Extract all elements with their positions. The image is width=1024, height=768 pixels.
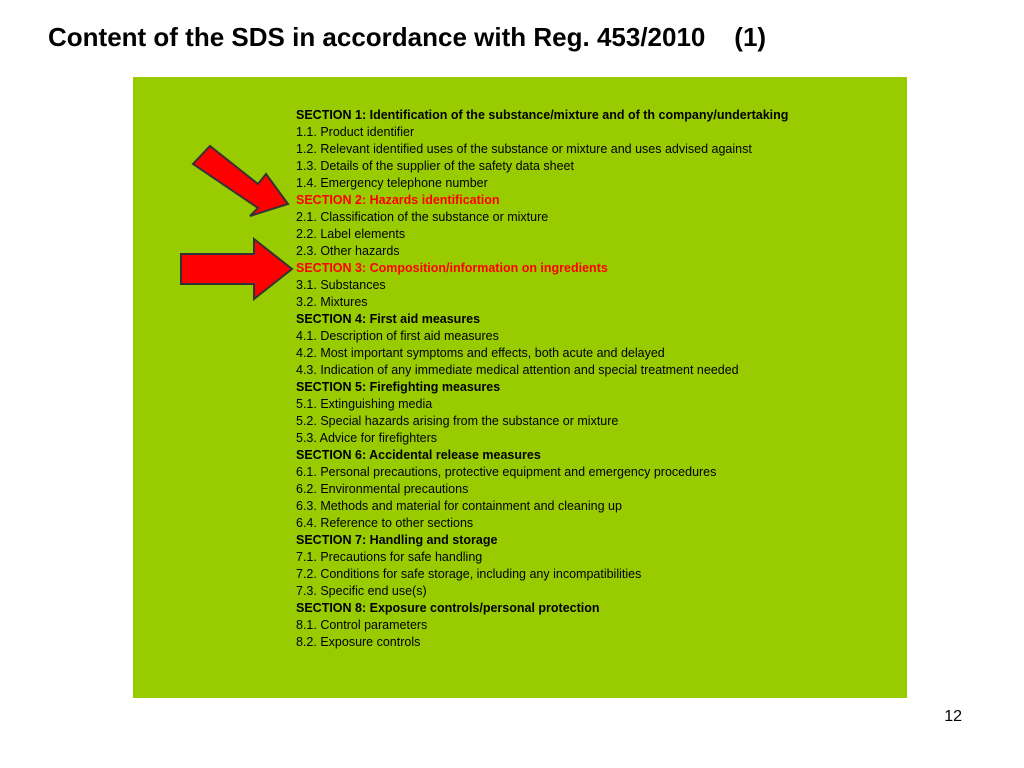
subsection-line: 2.3. Other hazards bbox=[296, 244, 400, 258]
sds-section-list bbox=[296, 107, 788, 651]
subsection-line: 8.2. Exposure controls bbox=[296, 635, 421, 649]
subsection-line: 8.1. Control parameters bbox=[296, 618, 428, 632]
arrow-2-shape bbox=[181, 239, 292, 299]
section-heading: SECTION 8: Exposure controls/personal protection bbox=[296, 601, 600, 615]
section-heading: SECTION 6: Accidental release measures bbox=[296, 448, 541, 462]
page-number: 12 bbox=[944, 708, 962, 725]
section-heading: SECTION 2: Hazards identification bbox=[296, 193, 500, 207]
section-heading: SECTION 3: Composition/information on ingredients bbox=[296, 261, 608, 275]
subsection-line: 2.1. Classification of the substance or mixture bbox=[296, 210, 549, 224]
subsection-line: 4.1. Description of first aid measures bbox=[296, 329, 499, 343]
subsection-line: 3.2. Mixtures bbox=[296, 295, 368, 309]
slide-title: Content of the SDS in accordance with Reg. 453/2010 (1) bbox=[48, 22, 767, 52]
subsection-line: 4.3. Indication of any immediate medical attention and special treatment needed bbox=[296, 363, 739, 377]
subsection-line: 1.4. Emergency telephone number bbox=[296, 176, 488, 190]
section-heading: SECTION 1: Identification of the substance/mixture and of th company/undertaking bbox=[296, 108, 789, 122]
subsection-line: 4.2. Most important symptoms and effects, both acute and delayed bbox=[296, 346, 665, 360]
subsection-line: 3.1. Substances bbox=[296, 278, 386, 292]
subsection-line: 6.4. Reference to other sections bbox=[296, 516, 474, 530]
subsection-line: 7.2. Conditions for safe storage, including any incompatibilities bbox=[296, 567, 642, 581]
section-heading: SECTION 5: Firefighting measures bbox=[296, 380, 501, 394]
subsection-line: 5.2. Special hazards arising from the substance or mixture bbox=[296, 414, 619, 428]
right-arrow-icon bbox=[188, 140, 298, 225]
subsection-line: 5.3. Advice for firefighters bbox=[296, 431, 438, 445]
subsection-line: 5.1. Extinguishing media bbox=[296, 397, 433, 411]
subsection-line: 6.2. Environmental precautions bbox=[296, 482, 469, 496]
subsection-line: 7.3. Specific end use(s) bbox=[296, 584, 427, 598]
right-arrow-icon bbox=[178, 236, 296, 304]
section-heading: SECTION 7: Handling and storage bbox=[296, 533, 498, 547]
section-heading: SECTION 4: First aid measures bbox=[296, 312, 481, 326]
subsection-line: 1.3. Details of the supplier of the safety data sheet bbox=[296, 159, 574, 173]
subsection-line: 6.1. Personal precautions, protective equipment and emergency procedures bbox=[296, 465, 717, 479]
subsection-line: 1.2. Relevant identified uses of the substance or mixture and uses advised against bbox=[296, 142, 752, 156]
subsection-line: 2.2. Label elements bbox=[296, 227, 406, 241]
subsection-line: 1.1. Product identifier bbox=[296, 125, 415, 139]
subsection-line: 6.3. Methods and material for containment and cleaning up bbox=[296, 499, 622, 513]
subsection-line: 7.1. Precautions for safe handling bbox=[296, 550, 483, 564]
arrow-1-shape bbox=[193, 146, 288, 216]
